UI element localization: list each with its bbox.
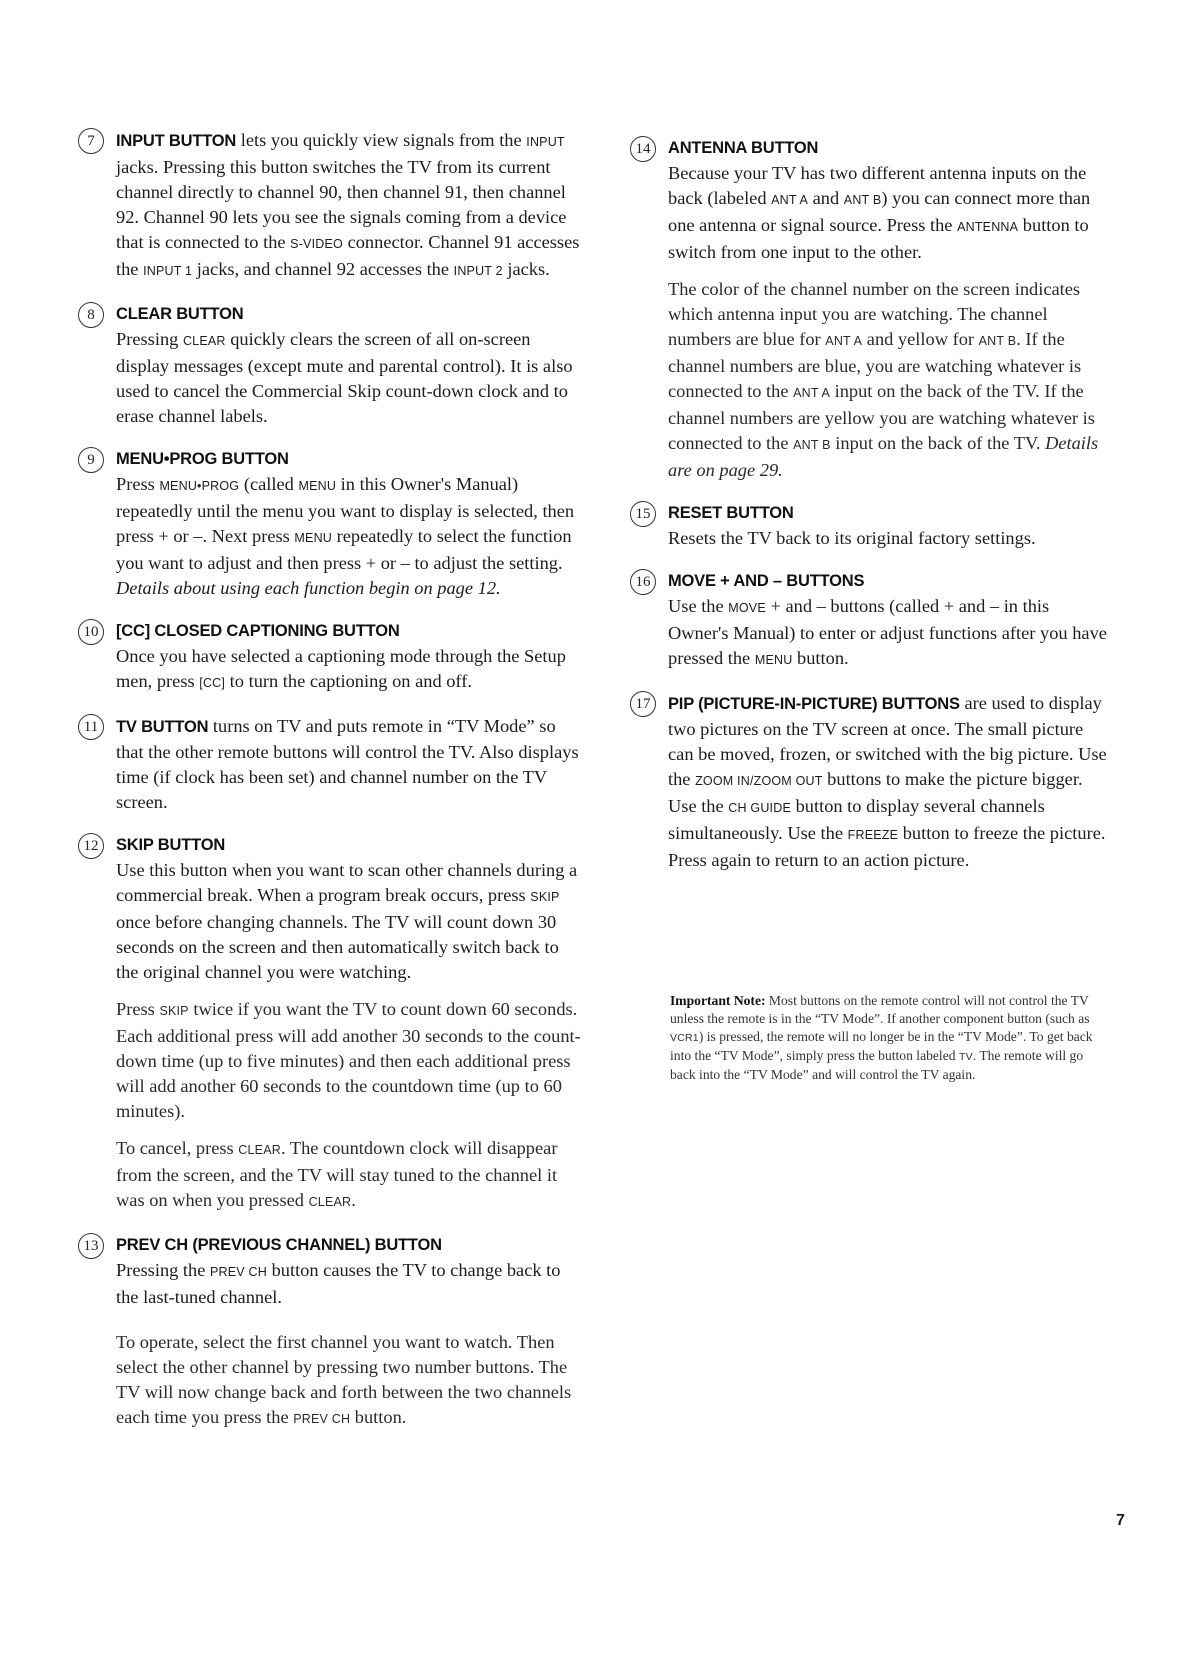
section-body: Press MENU•PROG (called MENU in this Owner's Manual) repeatedly until the menu you want to display is selected, then press + or –. Next press MENU repeatedly to select the function you want to adjust and then press + or – to adjust the setting. Details about using each function begin on page 12. bbox=[116, 474, 575, 598]
section-body: TV BUTTON turns on TV and puts remote in “TV Mode” so that the other remote buttons will control the TV. Also displays time (if clock has been set) and channel number on the TV screen. bbox=[116, 716, 579, 812]
section-body: Use the MOVE + and – buttons (called + and – in this Owner's Manual) to enter or adjust functions after you have pressed the MENU button. bbox=[668, 596, 1107, 668]
item-number: 15 bbox=[630, 501, 656, 527]
section-body: INPUT BUTTON lets you quickly view signals from the INPUT jacks. Pressing this button switches the TV from its current channel directly to channel 90, then channel 91, then channel 92. Channel 90 lets you see the signals coming from a device that is connected to the S-VIDEO connector. Channel 91 accesses the INPUT 1 jacks, and channel 92 accesses the INPUT 2 jacks. bbox=[116, 130, 580, 279]
section-14 bbox=[628, 136, 1113, 483]
important-note: Important Note: Most buttons on the remote control will not control the TV unless the remote is in the “TV Mode”. If another component button (such as VCR1) is pressed, the remote will no longer be in the “TV Mode”. To get back into the “TV Mode”, simply press the button labeled TV. The remote will go back into the “TV Mode” and will control the TV again. bbox=[670, 993, 1093, 1082]
item-number: 8 bbox=[78, 302, 104, 328]
page-number: 7 bbox=[1116, 1512, 1125, 1529]
section-10 bbox=[76, 619, 581, 696]
section-body: Once you have selected a captioning mode through the Setup men, press [CC] to turn the captioning on and off. bbox=[116, 646, 566, 691]
section-heading: MENU•PROG BUTTON bbox=[116, 450, 289, 468]
section-paragraph: Press SKIP twice if you want the TV to count down 60 seconds. Each additional press will add another 30 seconds to the count-down time (up to five minutes) and then each additional press will add another 60 seconds to the countdown time (up to 60 minutes). bbox=[116, 999, 581, 1121]
section-heading: TV BUTTON bbox=[116, 718, 209, 736]
section-paragraph: To operate, select the first channel you want to watch. Then select the other channel by pressing two number buttons. The TV will now change back and forth between the two channels each time you press the PREV CH button. bbox=[116, 1332, 572, 1427]
item-number: 11 bbox=[78, 714, 104, 740]
section-13 bbox=[76, 1233, 581, 1432]
section-body: Pressing CLEAR quickly clears the screen of all on-screen display messages (except mute and parental control). It is also used to cancel the Commercial Skip count-down clock and to erase channel labels. bbox=[116, 329, 573, 426]
section-7 bbox=[76, 128, 581, 284]
item-number: 16 bbox=[630, 569, 656, 595]
section-15 bbox=[628, 501, 1113, 551]
section-paragraph: The color of the channel number on the screen indicates which antenna input you are watching. The channel numbers are blue for ANT A and yellow for ANT B. If the channel numbers are blue, you are watching whatever is connected to the ANT A input on the back of the TV. If the channel numbers are yellow you are watching whatever is connected to the ANT B input on the back of the TV. Details are on page 29. bbox=[668, 279, 1099, 480]
section-heading: [CC] CLOSED CAPTIONING BUTTON bbox=[116, 622, 400, 640]
item-number: 7 bbox=[78, 128, 104, 154]
item-number: 17 bbox=[630, 691, 656, 717]
section-heading: PIP (PICTURE-IN-PICTURE) BUTTONS bbox=[668, 695, 960, 713]
section-11 bbox=[76, 714, 581, 815]
right-column bbox=[628, 134, 1113, 891]
section-heading: RESET BUTTON bbox=[668, 504, 794, 522]
item-number: 13 bbox=[78, 1233, 104, 1259]
section-heading: SKIP BUTTON bbox=[116, 836, 226, 854]
item-number: 10 bbox=[78, 619, 104, 645]
left-column bbox=[76, 128, 581, 1450]
section-17 bbox=[628, 691, 1113, 873]
section-heading: PREV CH (PREVIOUS CHANNEL) BUTTON bbox=[116, 1236, 442, 1254]
section-12 bbox=[76, 833, 581, 1215]
section-body: PIP (PICTURE-IN-PICTURE) BUTTONS are used to display two pictures on the TV screen at once. The small picture can be moved, frozen, or switched with the big picture. Use the ZOOM IN/ZOOM OUT buttons to make the picture bigger. Use the CH GUIDE button to display several channels simultaneously. Use the FREEZE button to freeze the picture. Press again to return to an action picture. bbox=[668, 693, 1107, 870]
section-body: Use this button when you want to scan other channels during a commercial break. When a program break occurs, press SKIP once before changing channels. The TV will count down 30 seconds on the screen and then automatically switch back to the original channel you were watching. bbox=[116, 860, 578, 982]
section-body: Pressing the PREV CH button causes the TV to change back to the last-tuned channel. bbox=[116, 1260, 561, 1307]
item-number: 12 bbox=[78, 833, 104, 859]
section-9 bbox=[76, 447, 581, 601]
section-heading: INPUT BUTTON bbox=[116, 132, 237, 150]
section-heading: CLEAR BUTTON bbox=[116, 305, 244, 323]
item-number: 9 bbox=[78, 447, 104, 473]
section-heading: MOVE + AND – BUTTONS bbox=[668, 572, 865, 590]
section-body: Resets the TV back to its original factory settings. bbox=[668, 528, 1036, 548]
section-body: Because your TV has two different antenna inputs on the back (labeled ANT A and ANT B) you can connect more than one antenna or signal source. Press the ANTENNA button to switch from one input to the other. bbox=[668, 163, 1091, 262]
note-label: Important Note: bbox=[670, 993, 766, 1008]
item-number: 14 bbox=[630, 136, 656, 162]
section-paragraph: To cancel, press CLEAR. The countdown clock will disappear from the screen, and the TV will stay tuned to the channel it was on when you pressed CLEAR. bbox=[116, 1138, 558, 1210]
section-heading: ANTENNA BUTTON bbox=[668, 139, 819, 157]
section-16 bbox=[628, 569, 1113, 673]
section-8 bbox=[76, 302, 581, 429]
